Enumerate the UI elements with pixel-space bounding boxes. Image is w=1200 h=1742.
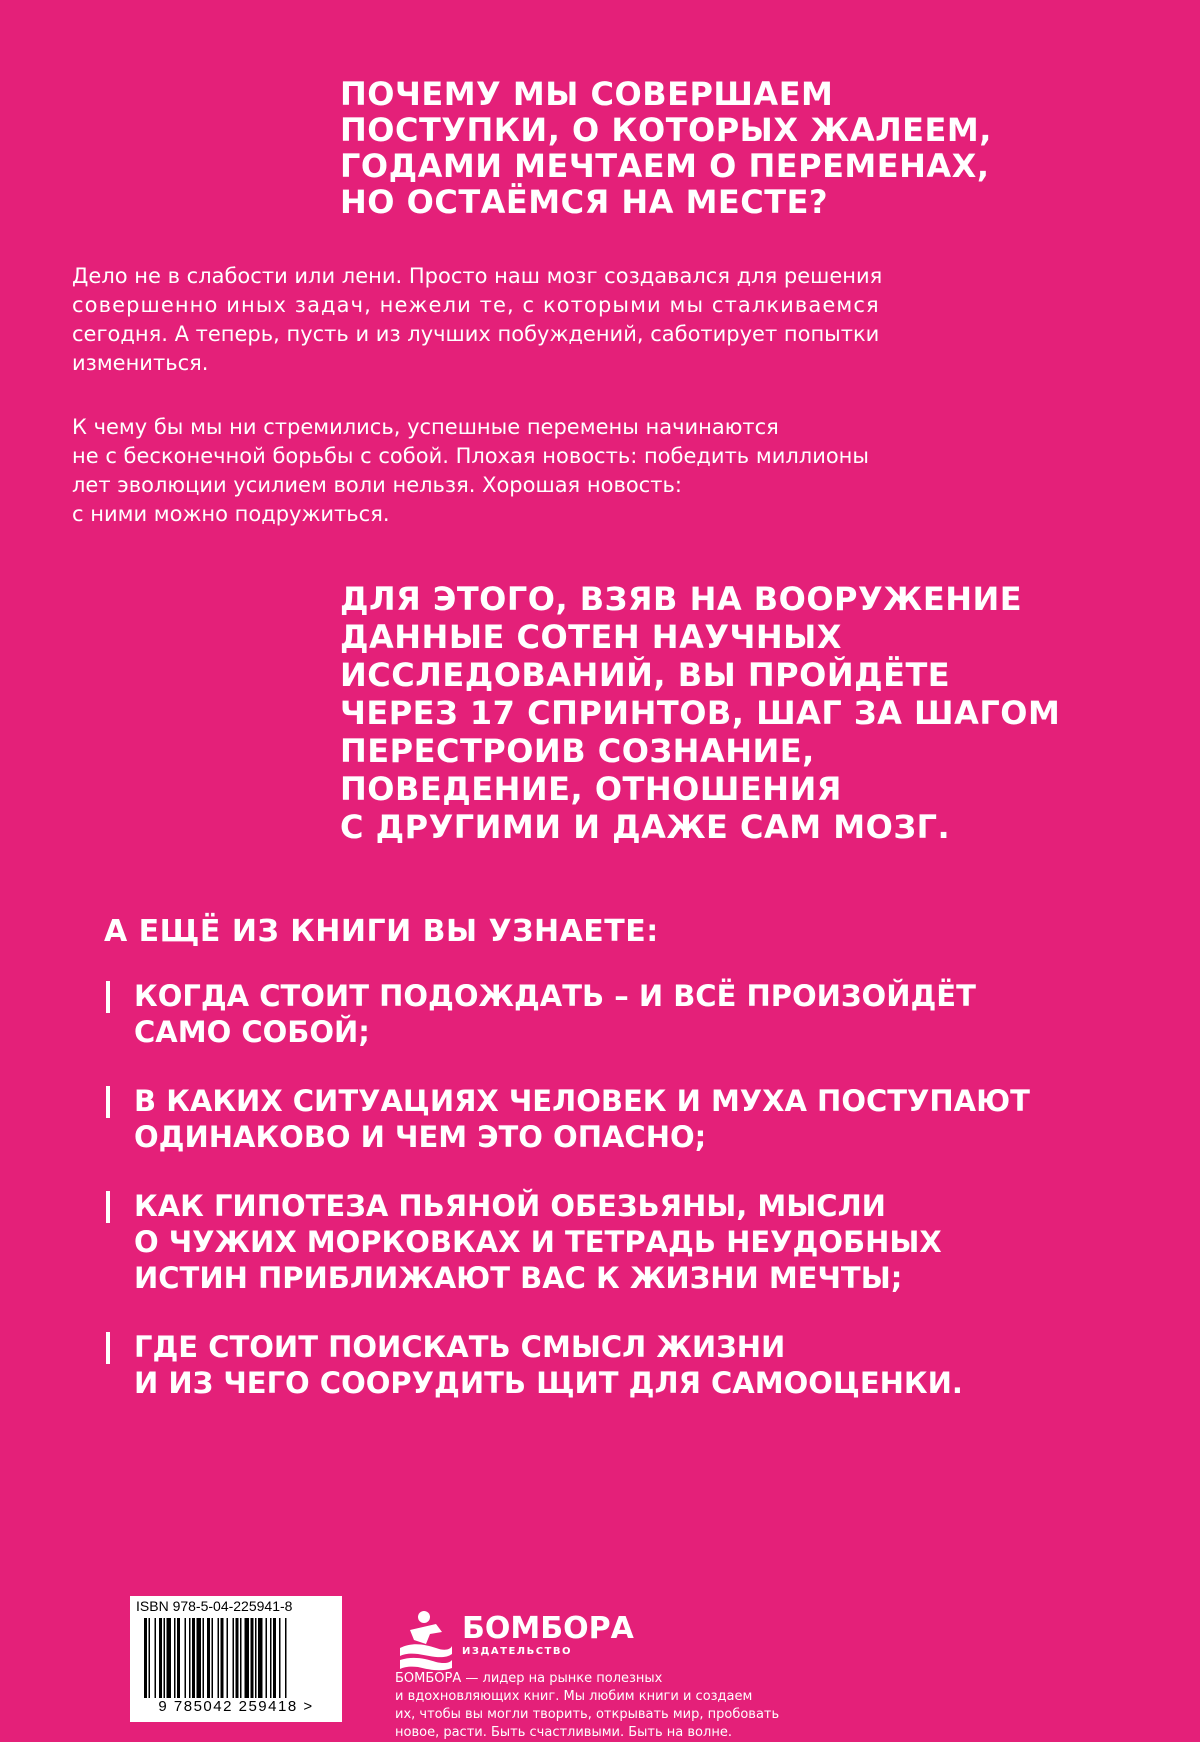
paragraph-line: К чему бы мы ни стремились, успешные перемены начинаются [72, 415, 779, 439]
publisher-subtitle: ИЗДАТЕЛЬСТВО [462, 1646, 572, 1657]
barcode-number: 9 785042 259418 > [158, 1698, 314, 1715]
question-heading [340, 76, 992, 220]
method-heading [340, 580, 1060, 846]
list-item [106, 1329, 1066, 1401]
question-line: ПОСТУПКИ, О КОТОРЫХ ЖАЛЕЕМ, [340, 111, 992, 149]
learn-list [106, 978, 1066, 1434]
list-item [106, 978, 1066, 1050]
list-item-line: САМО СОБОЙ; [134, 1015, 370, 1049]
list-item-line: КОГДА СТОИТ ПОДОЖДАТЬ – И ВСЁ ПРОИЗОЙДЁТ [134, 979, 976, 1013]
method-line: ЧЕРЕЗ 17 СПРИНТОВ, ШАГ ЗА ШАГОМ [340, 694, 1061, 732]
bullet-bar [106, 1191, 110, 1223]
method-line: С ДРУГИМИ И ДАЖЕ САМ МОЗГ. [340, 808, 951, 846]
tagline-line: и вдохновляющих книг. Мы любим книги и создаем [395, 1689, 753, 1704]
intro-paragraph [72, 262, 882, 378]
paragraph-line: совершенно иных задач, нежели те, с которыми мы сталкиваемся [72, 293, 880, 317]
isbn-barcode [130, 1596, 342, 1722]
change-paragraph [72, 413, 869, 529]
paragraph-line: лет эволюции усилием воли нельзя. Хорошая новость: [72, 473, 682, 497]
question-line: ПОЧЕМУ МЫ СОВЕРШАЕМ [340, 75, 834, 113]
list-item [106, 1188, 1066, 1296]
paragraph-line: измениться. [72, 351, 209, 375]
list-item-line: И ИЗ ЧЕГО СООРУДИТЬ ЩИТ ДЛЯ САМООЦЕНКИ. [134, 1366, 963, 1400]
publisher-name: БОМБОРА [462, 1611, 634, 1646]
surfer-on-wave-icon [396, 1610, 454, 1672]
method-line: ДЛЯ ЭТОГО, ВЗЯВ НА ВООРУЖЕНИЕ [340, 580, 1023, 618]
question-line: НО ОСТАЁМСЯ НА МЕСТЕ? [340, 183, 828, 221]
bullet-bar [106, 1086, 110, 1118]
list-item-line: В КАКИХ СИТУАЦИЯХ ЧЕЛОВЕК И МУХА ПОСТУПАЮТ [134, 1084, 1030, 1118]
list-item-line: КАК ГИПОТЕЗА ПЬЯНОЙ ОБЕЗЬЯНЫ, МЫСЛИ [134, 1189, 886, 1223]
paragraph-line: Дело не в слабости или лени. Просто наш мозг создавался для решения [72, 264, 883, 288]
paragraph-line: с ними можно подружиться. [72, 502, 390, 526]
paragraph-line: не с бесконечной борьбы с собой. Плохая новость: победить миллионы [72, 444, 869, 468]
question-line: ГОДАМИ МЕЧТАЕМ О ПЕРЕМЕНАХ, [340, 147, 990, 185]
list-item-line: ОДИНАКОВО И ЧЕМ ЭТО ОПАСНО; [134, 1120, 707, 1154]
bullet-bar [106, 1332, 110, 1364]
list-item-line: ИСТИН ПРИБЛИЖАЮТ ВАС К ЖИЗНИ МЕЧТЫ; [134, 1261, 903, 1295]
isbn-label: ISBN 978-5-04-225941-8 [136, 1598, 293, 1614]
method-line: ПОВЕДЕНИЕ, ОТНОШЕНИЯ [340, 770, 842, 808]
learn-heading [104, 914, 659, 950]
barcode-icon [144, 1618, 328, 1698]
paragraph-line: сегодня. А теперь, пусть и из лучших побуждений, саботирует попытки [72, 322, 880, 346]
method-line: ДАННЫЕ СОТЕН НАУЧНЫХ [340, 618, 842, 656]
list-item-line: ГДЕ СТОИТ ПОИСКАТЬ СМЫСЛ ЖИЗНИ [134, 1330, 786, 1364]
list-item [106, 1083, 1066, 1155]
method-line: ИССЛЕДОВАНИЙ, ВЫ ПРОЙДЁТЕ [340, 656, 951, 694]
tagline-line: новое, расти. Быть счастливыми. Быть на волне. [395, 1725, 732, 1740]
tagline-line: БОМБОРА — лидер на рынке полезных [395, 1671, 663, 1686]
bullet-bar [106, 981, 110, 1013]
learn-heading-text: А ЕЩЁ ИЗ КНИГИ ВЫ УЗНАЕТЕ: [104, 914, 659, 949]
method-line: ПЕРЕСТРОИВ СОЗНАНИЕ, [340, 732, 815, 770]
publisher-tagline [395, 1670, 779, 1742]
tagline-line: их, чтобы вы могли творить, открывать мир, пробовать [395, 1707, 780, 1722]
list-item-line: О ЧУЖИХ МОРКОВКАХ И ТЕТРАДЬ НЕУДОБНЫХ [134, 1225, 942, 1259]
